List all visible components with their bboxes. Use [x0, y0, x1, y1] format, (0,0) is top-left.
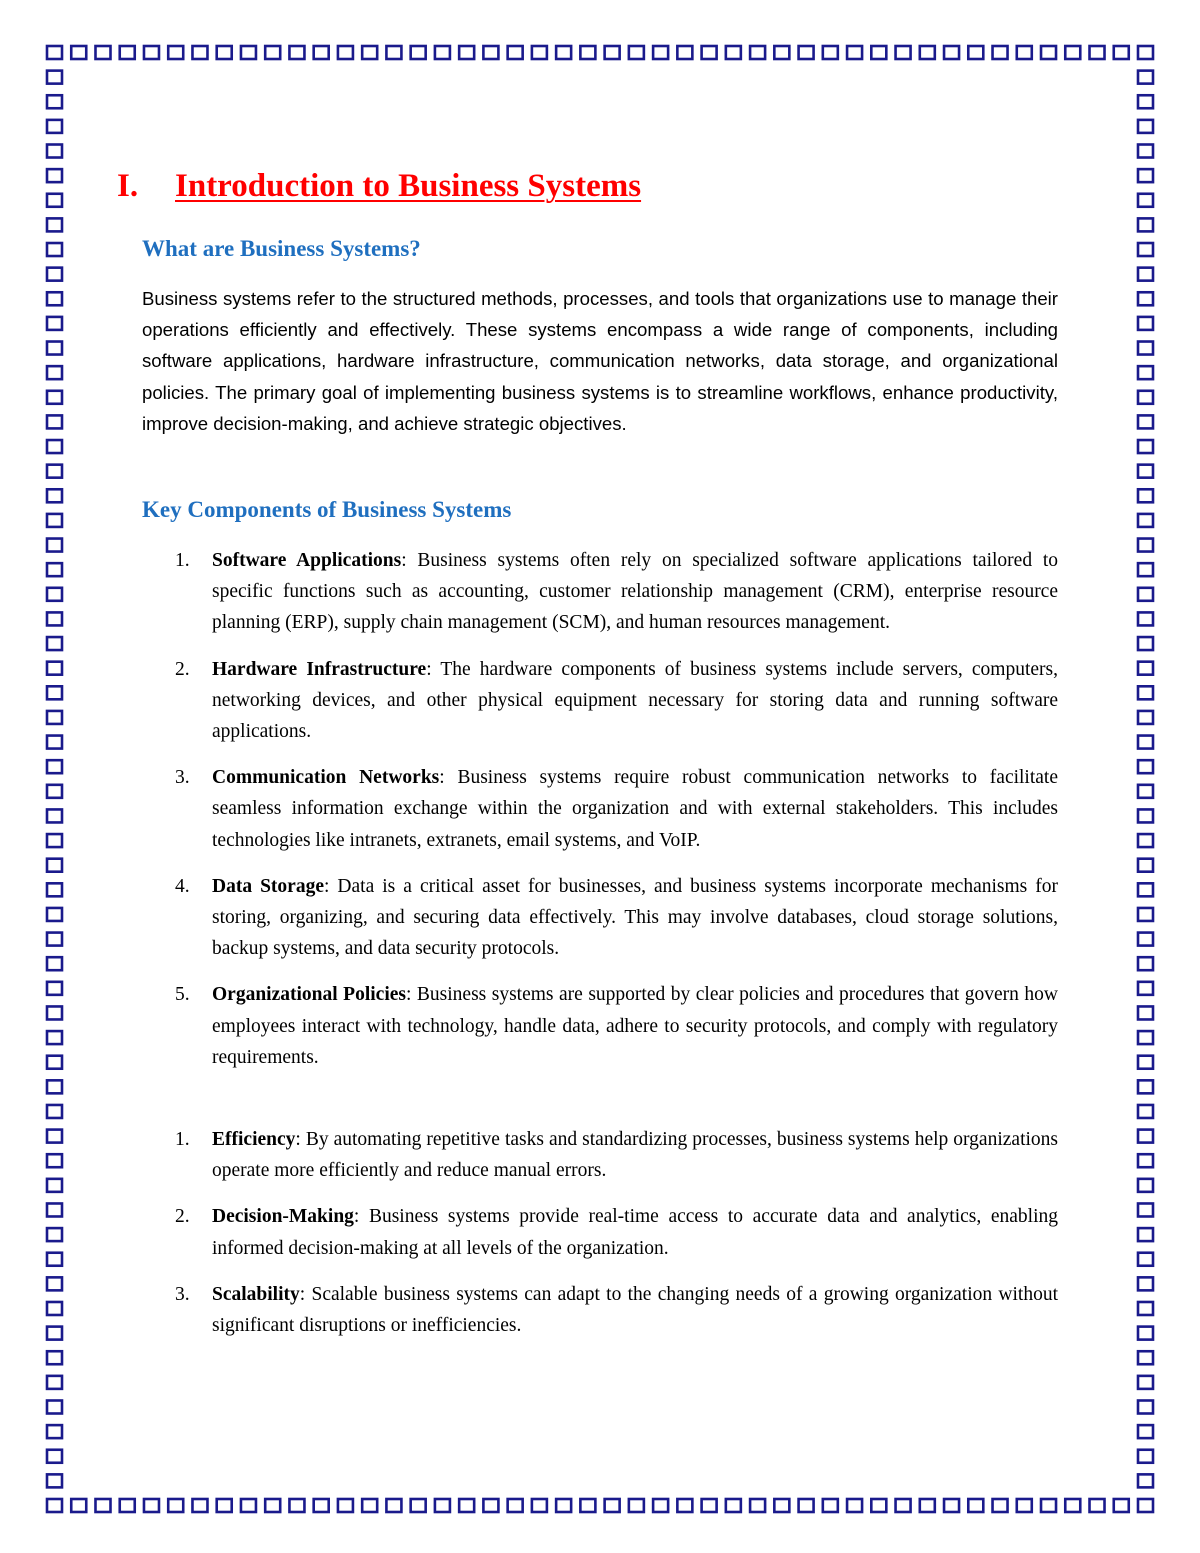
border-link — [823, 46, 838, 59]
border-link — [1138, 1203, 1153, 1216]
border-link — [47, 539, 62, 552]
border-link — [847, 1499, 862, 1512]
item-number: 4. — [175, 875, 190, 897]
border-link — [1138, 1327, 1153, 1340]
border-link — [968, 1499, 983, 1512]
border-link — [459, 46, 474, 59]
border-link — [47, 415, 62, 428]
border-link — [532, 1499, 547, 1512]
border-link — [483, 46, 498, 59]
border-link — [896, 1499, 911, 1512]
item-number: 1. — [175, 550, 190, 571]
border-link — [47, 736, 62, 749]
border-link — [265, 46, 280, 59]
border-link — [47, 982, 62, 995]
border-link — [47, 834, 62, 847]
border-link — [1138, 268, 1153, 281]
border-link — [1138, 1351, 1153, 1364]
border-link — [1138, 1056, 1153, 1069]
border-link — [653, 46, 668, 59]
border-link — [1138, 809, 1153, 822]
border-link — [47, 218, 62, 231]
border-link — [726, 1499, 741, 1512]
border-link — [1138, 514, 1153, 527]
border-link — [1138, 686, 1153, 699]
item-text: : Scalable business systems can adapt to the changing needs of a growing organization without significant disruptions or inefficiencies. — [212, 1283, 1058, 1337]
border-link — [871, 46, 886, 59]
border-link — [1138, 317, 1153, 330]
border-link — [1138, 489, 1153, 502]
section-title-key-components: Key Components of Business Systems — [142, 497, 512, 522]
border-link — [265, 1499, 280, 1512]
border-link — [47, 46, 62, 59]
item-number: 2. — [175, 1206, 190, 1228]
border-link — [1065, 46, 1080, 59]
border-link — [386, 1499, 401, 1512]
border-link — [1114, 46, 1129, 59]
border-link — [871, 1499, 886, 1512]
item-text: : The hardware components of business systems include servers, computers, networking devices, and other physical equipment necessary for storing data and running software applications. — [212, 658, 1058, 743]
border-link — [1138, 243, 1153, 256]
list-item — [142, 1201, 1058, 1263]
item-number: 3. — [175, 767, 190, 789]
border-link — [47, 859, 62, 872]
border-link — [47, 95, 62, 108]
border-link — [1138, 440, 1153, 453]
border-link — [702, 46, 717, 59]
border-link — [144, 1499, 159, 1512]
border-link — [47, 194, 62, 207]
border-link — [338, 1499, 353, 1512]
border-link — [629, 46, 644, 59]
border-link — [1138, 1006, 1153, 1019]
border-link — [47, 169, 62, 182]
border-link — [1041, 46, 1056, 59]
border-link — [47, 268, 62, 281]
list-item — [142, 871, 1058, 965]
item-term: Software Applications — [212, 550, 402, 571]
item-term: Data Storage — [212, 875, 324, 897]
border-link — [47, 489, 62, 502]
border-link — [1138, 292, 1153, 305]
border-link — [944, 46, 959, 59]
item-term: Organizational Policies — [212, 984, 406, 1006]
border-link — [47, 785, 62, 798]
border-link — [944, 1499, 959, 1512]
border-link — [1138, 415, 1153, 428]
border-link — [47, 1400, 62, 1413]
item-text: : Data is a critical asset for businesses, and business systems incorporate mechanisms for storing, organizing, and securing data effectively. This may involve databases, cloud storage solutions, backup systems, and data security protocols. — [212, 875, 1058, 960]
border-link — [47, 1179, 62, 1192]
border-link — [1138, 342, 1153, 355]
border-link — [47, 760, 62, 773]
border-link — [435, 46, 450, 59]
border-link — [47, 1056, 62, 1069]
border-link — [47, 1130, 62, 1143]
border-link — [847, 46, 862, 59]
border-link — [483, 1499, 498, 1512]
item-text: : Business systems require robust communication networks to facilitate seamless information exchange within the organization and with external stakeholders. This includes technologies like intranets, extranets, email systems, and VoIP. — [212, 767, 1058, 851]
border-link — [1138, 933, 1153, 946]
border-link — [47, 317, 62, 330]
border-link — [556, 1499, 571, 1512]
border-link — [1138, 711, 1153, 724]
border-link — [1138, 1302, 1153, 1315]
border-link — [1138, 1031, 1153, 1044]
border-link — [47, 612, 62, 625]
border-link — [1138, 736, 1153, 749]
border-link — [241, 46, 256, 59]
border-link — [47, 662, 62, 675]
border-link — [1138, 1450, 1153, 1463]
border-link — [580, 1499, 595, 1512]
border-link — [217, 1499, 232, 1512]
item-text: : Business systems provide real-time access to accurate data and analytics, enabling informed decision-making at all levels of the organization. — [212, 1206, 1058, 1259]
item-text: : Business systems often rely on specialized software applications tailored to specific functions such as accounting, customer relationship management (CRM), enterprise resource planning (ERP), supply chain management (SCM), and human resources management. — [212, 550, 1059, 634]
border-link — [1138, 46, 1153, 59]
border-link — [1138, 1425, 1153, 1438]
border-link — [47, 1351, 62, 1364]
border-link — [459, 1499, 474, 1512]
border-link — [47, 465, 62, 478]
border-link — [47, 1154, 62, 1167]
border-link — [47, 1031, 62, 1044]
item-number: 2. — [175, 658, 190, 680]
border-link — [47, 71, 62, 84]
border-link — [1138, 1105, 1153, 1118]
border-link — [411, 1499, 426, 1512]
border-link — [47, 711, 62, 724]
border-link — [47, 1302, 62, 1315]
border-link — [47, 1499, 62, 1512]
border-link — [508, 46, 523, 59]
border-link — [47, 1006, 62, 1019]
border-link — [47, 120, 62, 133]
border-link — [1017, 1499, 1032, 1512]
border-link — [968, 46, 983, 59]
item-term: Scalability — [212, 1283, 300, 1305]
border-link — [1138, 391, 1153, 404]
border-link — [47, 563, 62, 576]
border-link — [47, 908, 62, 921]
border-link — [1138, 1130, 1153, 1143]
border-link — [47, 1425, 62, 1438]
item-term: Decision-Making — [212, 1206, 354, 1228]
border-link — [1138, 1277, 1153, 1290]
border-link — [47, 145, 62, 158]
border-link — [192, 1499, 207, 1512]
item-term: Communication Networks — [212, 767, 440, 789]
border-link — [314, 1499, 329, 1512]
border-link — [47, 883, 62, 896]
list-item — [142, 654, 1058, 748]
border-link — [750, 1499, 765, 1512]
border-link — [47, 1450, 62, 1463]
border-link — [1138, 908, 1153, 921]
border-link — [653, 1499, 668, 1512]
intro-paragraph: Business systems refer to the structured methods, processes, and tools that organizations use to manage their operations efficiently and effectively. These systems encompass a wide range of components, including software applications, hardware infrastructure, communication networks, data storage, and organizational policies. The primary goal of implementing business systems is to streamline workflows, enhance productivity, improve decision-making, and achieve strategic objectives. — [142, 288, 1058, 434]
border-link — [1090, 1499, 1105, 1512]
border-link — [920, 46, 935, 59]
border-link — [677, 46, 692, 59]
border-link — [47, 342, 62, 355]
border-link — [1138, 218, 1153, 231]
list-item — [142, 1124, 1058, 1186]
border-link — [47, 957, 62, 970]
border-link — [799, 46, 814, 59]
border-link — [1138, 1253, 1153, 1266]
border-link — [47, 1228, 62, 1241]
border-link — [47, 809, 62, 822]
border-link — [120, 46, 135, 59]
border-link — [47, 1105, 62, 1118]
border-link — [896, 46, 911, 59]
border-link — [702, 1499, 717, 1512]
border-link — [823, 1499, 838, 1512]
border-link — [71, 46, 86, 59]
border-link — [920, 1499, 935, 1512]
border-link — [47, 243, 62, 256]
item-number: 5. — [175, 984, 190, 1006]
border-link — [1138, 71, 1153, 84]
border-link — [47, 1080, 62, 1093]
border-link — [1138, 1080, 1153, 1093]
border-link — [1138, 859, 1153, 872]
border-link — [1138, 539, 1153, 552]
border-link — [556, 46, 571, 59]
border-link — [289, 46, 304, 59]
border-link — [1138, 563, 1153, 576]
border-link — [1138, 883, 1153, 896]
heading-number: I. — [117, 168, 139, 204]
border-link — [1138, 982, 1153, 995]
border-link — [217, 46, 232, 59]
border-link — [47, 637, 62, 650]
border-link — [993, 1499, 1008, 1512]
border-link — [1138, 834, 1153, 847]
border-link — [799, 1499, 814, 1512]
border-link — [508, 1499, 523, 1512]
border-link — [774, 1499, 789, 1512]
border-link — [677, 1499, 692, 1512]
border-link — [47, 292, 62, 305]
border-link — [386, 46, 401, 59]
heading-title: Introduction to Business Systems — [175, 168, 642, 204]
border-link — [580, 46, 595, 59]
border-link — [95, 46, 110, 59]
border-link — [144, 46, 159, 59]
border-link — [1138, 465, 1153, 478]
border-link — [168, 1499, 183, 1512]
border-link — [1138, 662, 1153, 675]
border-link — [47, 1376, 62, 1389]
components-list — [142, 545, 1058, 1088]
border-link — [726, 46, 741, 59]
border-link — [1138, 785, 1153, 798]
border-link — [314, 46, 329, 59]
border-link — [47, 514, 62, 527]
border-link — [120, 1499, 135, 1512]
border-link — [47, 366, 62, 379]
page-heading — [117, 168, 1017, 205]
border-link — [1138, 1179, 1153, 1192]
border-link — [1138, 145, 1153, 158]
border-link — [1114, 1499, 1129, 1512]
border-link — [1138, 760, 1153, 773]
border-link — [1138, 194, 1153, 207]
border-link — [95, 1499, 110, 1512]
border-link — [532, 46, 547, 59]
border-link — [1017, 46, 1032, 59]
border-link — [629, 1499, 644, 1512]
border-link — [71, 1499, 86, 1512]
border-link — [47, 588, 62, 601]
border-link — [47, 1203, 62, 1216]
border-link — [435, 1499, 450, 1512]
list-item — [142, 1279, 1058, 1341]
benefits-list — [142, 1124, 1058, 1356]
border-link — [241, 1499, 256, 1512]
border-link — [1138, 957, 1153, 970]
list-item — [142, 979, 1058, 1073]
border-link — [411, 46, 426, 59]
border-link — [47, 1474, 62, 1487]
border-link — [289, 1499, 304, 1512]
border-link — [1138, 95, 1153, 108]
border-link — [47, 391, 62, 404]
border-link — [1065, 1499, 1080, 1512]
border-link — [1138, 1400, 1153, 1413]
border-link — [605, 46, 620, 59]
border-link — [47, 933, 62, 946]
border-link — [1138, 366, 1153, 379]
border-link — [362, 46, 377, 59]
border-link — [1138, 637, 1153, 650]
border-link — [1138, 1376, 1153, 1389]
item-term: Efficiency — [212, 1129, 296, 1150]
border-link — [362, 1499, 377, 1512]
border-link — [1138, 120, 1153, 133]
border-link — [1138, 612, 1153, 625]
item-number: 3. — [175, 1283, 190, 1305]
item-number: 1. — [175, 1129, 190, 1150]
border-link — [1138, 1154, 1153, 1167]
border-link — [750, 46, 765, 59]
border-link — [774, 46, 789, 59]
border-link — [1138, 169, 1153, 182]
border-link — [1041, 1499, 1056, 1512]
item-term: Hardware Infrastructure — [212, 658, 427, 680]
border-link — [47, 1277, 62, 1290]
border-link — [1138, 1474, 1153, 1487]
border-link — [168, 46, 183, 59]
border-link — [1138, 588, 1153, 601]
border-link — [47, 1253, 62, 1266]
list-item — [142, 545, 1058, 639]
list-item — [142, 762, 1058, 856]
item-text: : Business systems are supported by clear policies and procedures that govern how employees interact with technology, handle data, adhere to security protocols, and comply with regulatory requirements. — [212, 984, 1058, 1068]
border-link — [47, 686, 62, 699]
border-link — [993, 46, 1008, 59]
border-link — [47, 1327, 62, 1340]
border-link — [605, 1499, 620, 1512]
section-title-what-are: What are Business Systems? — [142, 236, 421, 261]
border-link — [338, 46, 353, 59]
item-text: : By automating repetitive tasks and standardizing processes, business systems help organizations operate more efficiently and reduce manual errors. — [212, 1129, 1058, 1182]
border-link — [192, 46, 207, 59]
border-link — [1090, 46, 1105, 59]
border-link — [1138, 1499, 1153, 1512]
border-link — [1138, 1228, 1153, 1241]
border-link — [47, 440, 62, 453]
